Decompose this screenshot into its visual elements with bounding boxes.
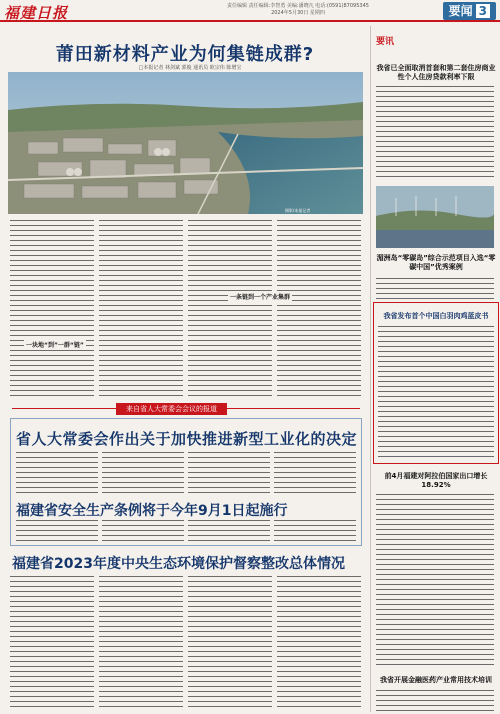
right-headline-5: 我省开展金融医药产业常用技术培训 — [380, 676, 492, 684]
npc-section-strip — [12, 403, 360, 415]
npc1-text-col-2 — [102, 452, 184, 496]
lead-text-col-2 — [99, 220, 183, 400]
bottom-text-col-3 — [188, 576, 272, 710]
newspaper-logo: 福建日报 — [4, 4, 69, 22]
right-text-3 — [378, 326, 494, 460]
npc2-text-col-3 — [188, 520, 270, 544]
right-text-2 — [376, 278, 494, 300]
npc-headline-1: 省人大常委会作出关于加快推进新型工业化的决定 — [16, 430, 358, 448]
right-photo — [376, 186, 494, 248]
section-name: 要闻 — [448, 4, 473, 18]
right-text-1 — [376, 86, 494, 182]
npc1-text-col-3 — [188, 452, 270, 496]
masthead-date: 2024年5月30日 星期四 — [271, 10, 325, 16]
npc-strip-label: 来自省人大常委会会议的报道 — [116, 403, 227, 415]
right-headline-3: 我省发布首个中国白羽肉鸡蓝皮书 — [383, 312, 489, 320]
npc2-text-col-4 — [274, 520, 356, 544]
island-photo-illustration — [376, 186, 494, 248]
aerial-photo-illustration — [8, 72, 363, 214]
masthead-editor-line: 责任编辑 责任编辑:李智勇 美编:潘晓凡 电话:(0591)87095345 — [227, 3, 369, 9]
npc2-text-col-1 — [16, 520, 98, 544]
masthead-meta — [178, 3, 418, 17]
right-text-4 — [376, 494, 494, 668]
lead-text-col-1 — [10, 220, 94, 400]
right-text-5 — [376, 690, 494, 712]
bottom-text-col-1 — [10, 576, 94, 710]
bottom-headline: 福建省2023年度中央生态环境保护督察整改总体情况 — [12, 556, 345, 572]
lead-subhead-2: 一条链到一个产业集群 — [230, 294, 291, 301]
section-badge — [443, 2, 496, 20]
lead-text-col-3 — [188, 220, 272, 400]
column-divider — [370, 26, 371, 712]
right-headline-1: 我省已全面取消首套和第二套住房商业性个人住房贷款利率下限 — [376, 64, 496, 81]
photo-caption: 摄影/本报记者 — [285, 208, 311, 213]
lead-text-col-4 — [277, 220, 361, 400]
npc1-text-col-1 — [16, 452, 98, 496]
lead-aerial-photo — [8, 72, 363, 214]
lead-headline: 莆田新材料产业为何集链成群? — [55, 44, 315, 65]
npc-headline-2: 福建省安全生产条例将于今年9月1日起施行 — [16, 503, 288, 519]
bottom-text-col-4 — [277, 576, 361, 710]
lead-subhead-1: 一块地“到”一群“链” — [26, 342, 84, 349]
right-headline-2: 湄洲岛“零碳岛”综合示范项目入选“零碳中国”优秀案例 — [376, 254, 496, 271]
npc2-text-col-2 — [102, 520, 184, 544]
right-headline-4: 前4月福建对阿拉伯国家出口增长18.92% — [384, 472, 488, 489]
masthead — [0, 0, 500, 22]
bottom-text-col-2 — [99, 576, 183, 710]
lead-byline: □本报记者 林剑斌 郭俊 通讯员 欧宗伟 陈增宝 — [138, 65, 242, 71]
page-number: 3 — [476, 4, 490, 18]
npc1-text-col-4 — [274, 452, 356, 496]
flash-news-header — [376, 30, 496, 48]
flash-news-label: 要讯 — [376, 37, 395, 47]
